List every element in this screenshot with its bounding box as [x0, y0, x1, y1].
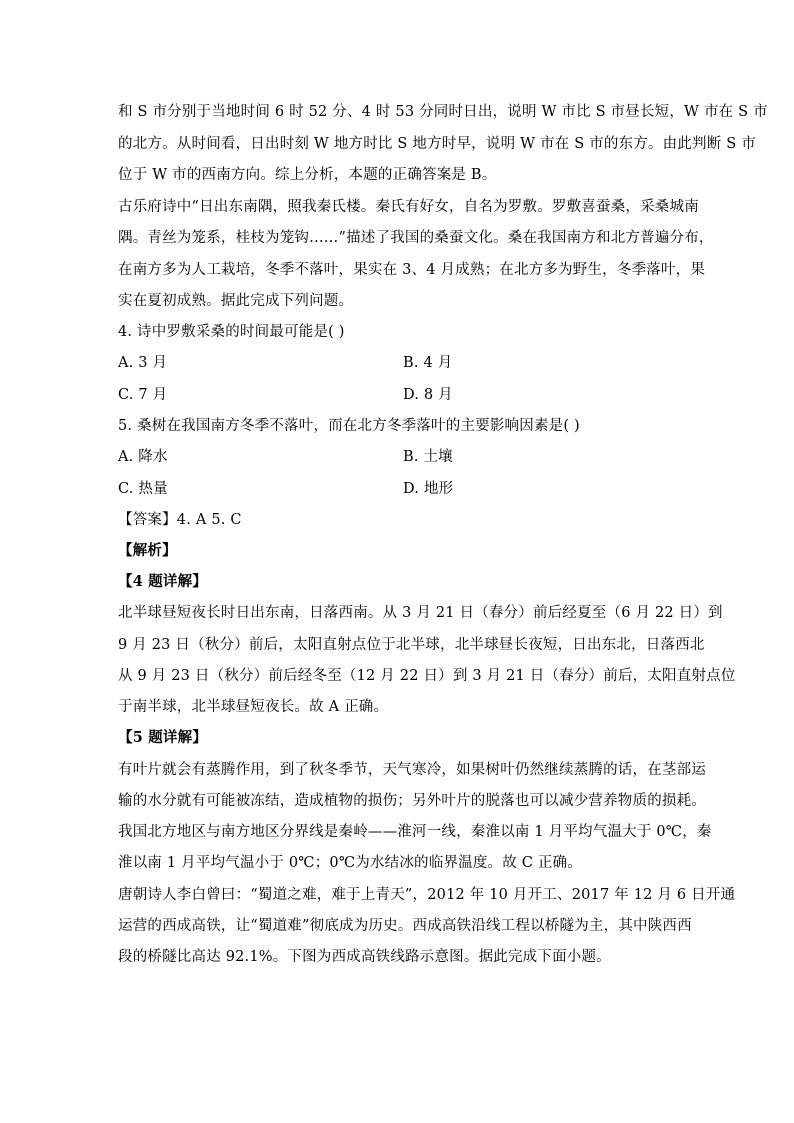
detail-4-line-1: 北半球昼短夜长时日出东南，日落西南。从 3 月 21 日（春分）前后经夏至（6 月 22 日）到	[118, 605, 723, 621]
question-4-option-c: C. 7 月	[118, 387, 168, 403]
answer-line: 【答案】4. A 5. C	[118, 512, 242, 528]
passage-line-3: 在南方多为人工栽培，冬季不落叶，果实在 3、4 月成熟；在北方多为野生，冬季落叶，果	[118, 262, 706, 278]
next-passage-line-3: 段的桥隧比高达 92.1%。下图为西成高铁线路示意图。据此完成下面小题。	[118, 949, 611, 965]
question-5-option-c: C. 热量	[118, 481, 168, 497]
passage-line-4: 实在夏初成熟。据此完成下列问题。	[118, 293, 354, 309]
intro-line-3: 位于 W 市的西南方向。综上分析，本题的正确答案是 B。	[118, 167, 497, 183]
detail-5-line-1: 有叶片就会有蒸腾作用，到了秋冬季节，天气寒冷，如果树叶仍然继续蒸腾的话，在茎部运	[118, 762, 706, 778]
question-5-option-a: A. 降水	[118, 449, 168, 465]
detail-4-line-2: 9 月 23 日（秋分）前后，太阳直射点位于北半球，北半球昼长夜短，日出东北，日落西北	[118, 637, 705, 653]
detail-5-line-3: 我国北方地区与南方地区分界线是秦岭——淮河一线，秦淮以南 1 月平均气温大于 0℃，秦	[118, 824, 712, 840]
detail-4-line-4: 于南半球，北半球昼短夜长。故 A 正确。	[118, 699, 389, 715]
question-5-stem: 5. 桑树在我国南方冬季不落叶，而在北方冬季落叶的主要影响因素是( )	[118, 418, 580, 434]
passage-line-1: 古乐府诗中“日出东南隅，照我秦氏楼。秦氏有好女，自名为罗敷。罗敷喜蚕桑，采桑城南	[118, 199, 699, 215]
passage-line-2: 隅。青丝为笼系，桂枝为笼钩……”描述了我国的桑蚕文化。桑在我国南方和北方普遍分布，	[118, 230, 714, 246]
detail-5-line-2: 输的水分就有可能被冻结，造成植物的损伤；另外叶片的脱落也可以减少营养物质的损耗。	[118, 793, 706, 809]
question-4-stem: 4. 诗中罗敷采桑的时间最可能是( )	[118, 324, 345, 340]
intro-line-1: 和 S 市分别于当地时间 6 时 52 分、4 时 53 分同时日出，说明 W 市比 S 市昼长短，W 市在 S 市	[118, 104, 768, 120]
detail-4-heading: 【4 题详解】	[118, 573, 208, 590]
detail-5-heading: 【5 题详解】	[118, 729, 208, 746]
intro-line-2: 的北方。从时间看，日出时刻 W 地方时比 S 地方时早，说明 W 市在 S 市的东方。由此判断 S 市	[118, 136, 756, 152]
detail-5-line-4: 淮以南 1 月平均气温小于 0℃；0℃为水结冰的临界温度。故 C 正确。	[118, 855, 582, 871]
next-passage-line-1: 唐朝诗人李白曾曰：“蜀道之难，难于上青天”，2012 年 10 月开工、2017 年 12 月 6 日开通	[118, 887, 736, 903]
question-5-option-d: D. 地形	[403, 481, 454, 497]
question-4-option-a: A. 3 月	[118, 355, 168, 371]
question-4-option-b: B. 4 月	[403, 355, 453, 371]
question-4-option-d: D. 8 月	[403, 387, 453, 403]
detail-4-line-3: 从 9 月 23 日（秋分）前后经冬至（12 月 22 日）到 3 月 21 日（春分）前后，太阳直射点位	[118, 668, 736, 684]
next-passage-line-2: 运营的西成高铁，让“蜀道难”彻底成为历史。西成高铁沿线工程以桥隧为主，其中陕西西	[118, 918, 692, 934]
analysis-heading: 【解析】	[118, 542, 177, 559]
question-5-option-b: B. 土壤	[403, 449, 453, 465]
